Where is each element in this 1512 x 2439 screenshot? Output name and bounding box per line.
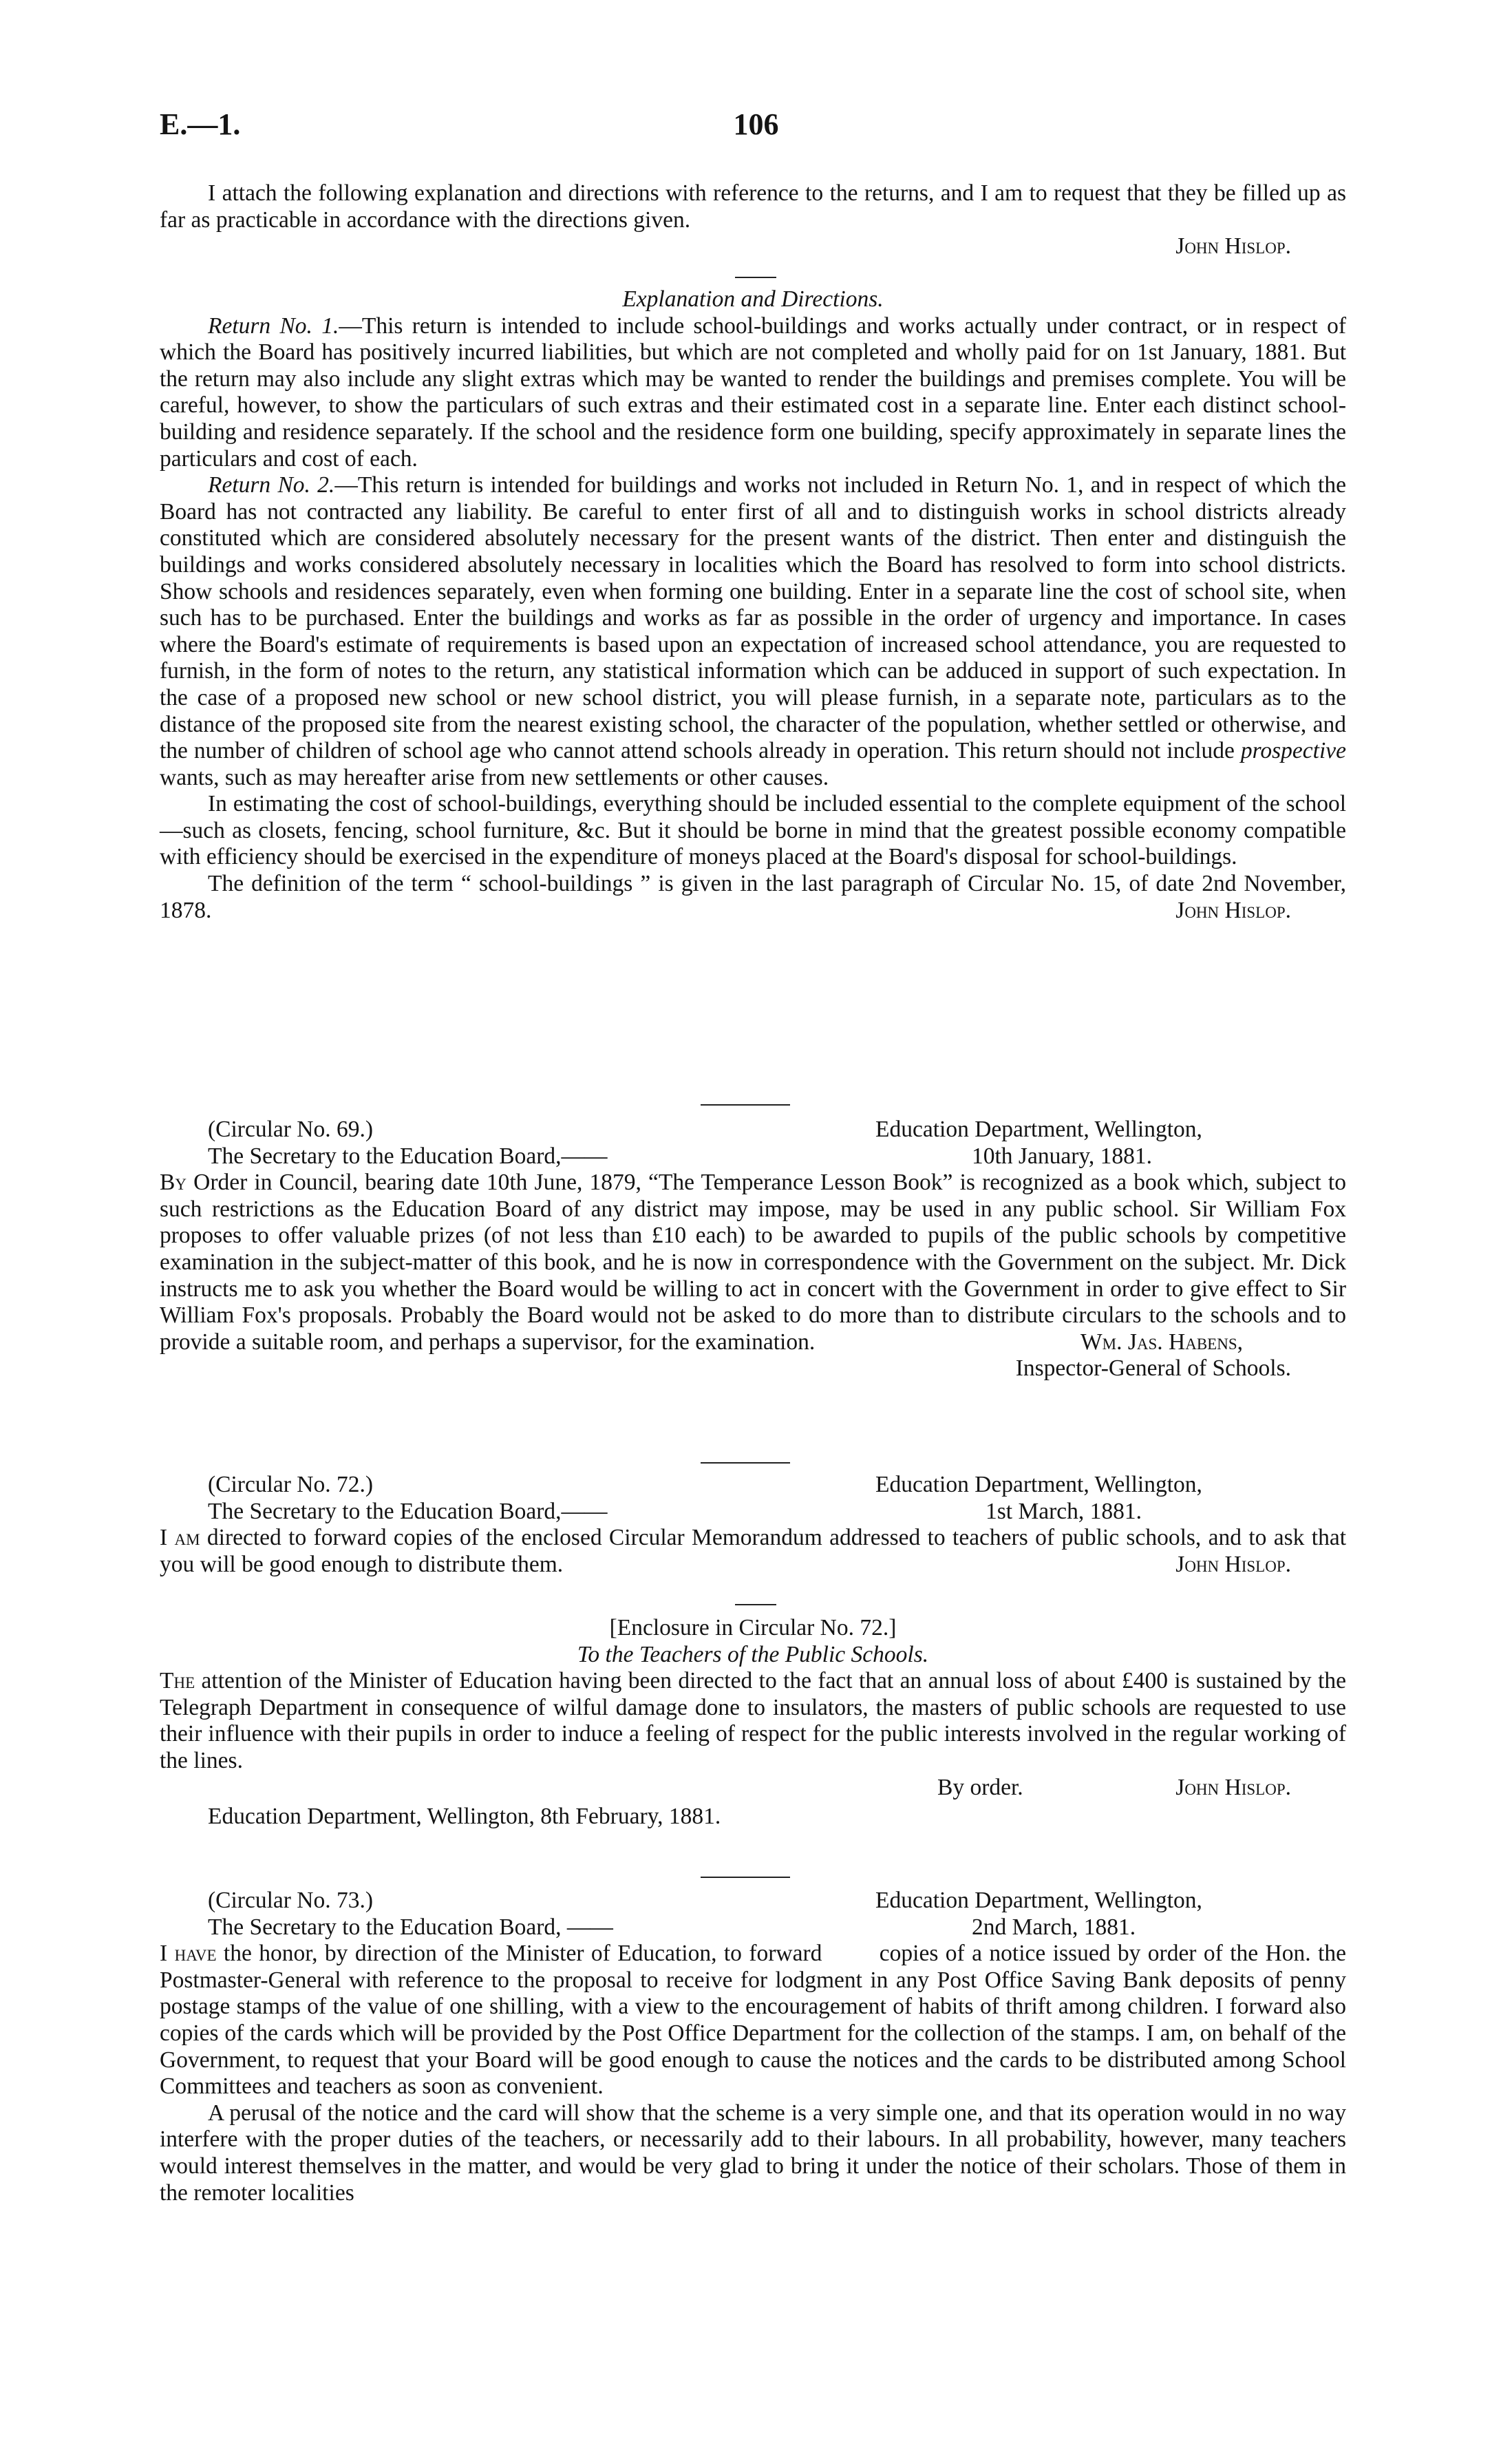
explanation-title: Explanation and Directions. bbox=[622, 286, 884, 312]
circular-69-signature-name: Wm. Jas. Habens, bbox=[1080, 1329, 1243, 1355]
circular-73-header-row-1 bbox=[160, 1888, 1346, 1914]
circular-72-text: directed to forward copies of the enclosed Circular Memorandum addressed to teachers of public schools, and to ask that you will be good enough to distribute them. bbox=[160, 1525, 1346, 1577]
return2-paragraph bbox=[160, 472, 1346, 791]
circular-69-lead: By bbox=[160, 1170, 187, 1196]
circular-72-number: (Circular No. 72.) bbox=[208, 1472, 374, 1497]
return2-text-a: —This return is intended for buildings and works not included in Return No. 1, and in respect of which the Board has not contracted any liability. Be careful to enter first of all and to distinguish works in school districts already constituted which are considered absolutely necessary for the present wants of the district. Then enter and distinguish the buildings and works considered absolutely necessary in localities which the Board has resolved to form into school districts. Show schools and residences separately, even when forming one building. Enter in a separate line the cost of school site, when such has to be purchased. Enter the buildings and works as far as possible in the order of urgency and importance. In cases where the Board's estimate of requirements is based upon an expectation of increased school attendance, you are requested to furnish, in the form of notes to the return, any statistical information which can be adduced in support of such expectation. In the case of a proposed new school or new school district, you will please furnish, in a separate note, particulars as to the distance of the proposed site from the nearest existing school, the character of the population, whether settled or otherwise, and the number of children of school age who cannot attend schools already in operation. This return should not include bbox=[160, 472, 1346, 764]
circular-72-signature: John Hislop. bbox=[1175, 1551, 1291, 1577]
circular-72-dept: Education Department, Wellington, bbox=[875, 1472, 1202, 1497]
circular-73-dept: Education Department, Wellington, bbox=[875, 1888, 1202, 1913]
circular-72-date: 1st March, 1881. bbox=[986, 1498, 1142, 1524]
circular-73 bbox=[160, 1888, 1392, 2206]
divider bbox=[735, 277, 776, 278]
explanation-section bbox=[160, 286, 1346, 924]
page-number: 106 bbox=[733, 107, 779, 141]
intro-signature: John Hislop. bbox=[1175, 233, 1291, 260]
circular-69-header-row-2 bbox=[160, 1143, 1346, 1170]
enclosure-section bbox=[160, 1615, 1346, 1830]
circular-69-header-row-1 bbox=[160, 1117, 1346, 1143]
circular-69-date: 10th January, 1881. bbox=[972, 1143, 1153, 1169]
circular-73-recipient: The Secretary to the Education Board, —— bbox=[208, 1914, 613, 1940]
circular-69-signature-title: Inspector-General of Schools. bbox=[1015, 1355, 1291, 1382]
enclosure-by-order: By order. bbox=[937, 1774, 1023, 1800]
circular-72-header-row-1 bbox=[160, 1472, 1346, 1499]
circular-69-number: (Circular No. 69.) bbox=[208, 1117, 374, 1142]
definition-paragraph: The definition of the term “ school-buildings ” is given in the last paragraph of Circular No. 15, of date 2nd November, 1878. bbox=[160, 871, 1346, 923]
enclosure-lead: The bbox=[160, 1668, 195, 1694]
return1-text: —This return is intended to include school-buildings and works actually under contract, or in respect of which the Board has positively incurred liabilities, but which are not completed and wholly paid for on 1st January, 1881. But the return may also include any slight extras which may be wanted to render the buildings and premises complete. You will be careful, however, to show the particulars of such extras and their estimated cost in a separate line. Enter each distinct school-building and residence separately. If the school and the residence form one building, specify approximately in separate lines the particulars and cost of each. bbox=[160, 313, 1346, 472]
intro-paragraph: I attach the following explanation and directions with reference to the returns, and I am to request that they be filled up as far as practicable in accordance with the directions given. bbox=[160, 180, 1346, 233]
enclosure-signature-row bbox=[160, 1775, 1346, 1802]
circular-73-lead: I have bbox=[160, 1941, 217, 1967]
divider bbox=[701, 1462, 790, 1464]
circular-69-dept: Education Department, Wellington, bbox=[875, 1117, 1202, 1142]
explanation-signature: John Hislop. bbox=[1175, 897, 1291, 923]
circular-73-header-row-2 bbox=[160, 1914, 1346, 1941]
enclosure-subtitle: To the Teachers of the Public Schools. bbox=[577, 1641, 929, 1667]
enclosure-body bbox=[160, 1668, 1346, 1774]
circular-73-text: the honor, by direction of the Minister of Education, to forward copies of a notice issued by order of the Hon. the Postmaster-General with reference to the proposal to receive for lodgment in any Post Office Saving Bank deposits of penny postage stamps of the value of one shilling, with a view to the encouragement of habits of thrift among children. I forward also copies of the cards which will be provided by the Post Office Department for the collection of the stamps. I am, on behalf of the Government, to request that your Board will be good enough to cause the notices and the cards to be distributed among School Committees and teachers as soon as convenient. bbox=[160, 1941, 1392, 2100]
enclosure-signature: John Hislop. bbox=[1175, 1774, 1291, 1800]
divider bbox=[735, 1604, 776, 1605]
return1-label: Return No. 1. bbox=[208, 313, 339, 339]
circular-72 bbox=[160, 1472, 1346, 1578]
circular-69-recipient: The Secretary to the Education Board,—— bbox=[208, 1143, 608, 1169]
circular-72-header-row-2 bbox=[160, 1499, 1346, 1525]
return2-emphasis: prospective bbox=[1240, 738, 1346, 764]
return1-paragraph bbox=[160, 313, 1346, 473]
estimating-paragraph: In estimating the cost of school-buildings, everything should be included essential to the complete equipment of the school—such as closets, fencing, school furniture, &c. But it should be borne in mind that the greatest possible economy compatible with efficiency should be exercised in the expenditure of moneys placed at the Board's disposal for school-buildings. bbox=[160, 791, 1346, 870]
divider bbox=[701, 1877, 790, 1878]
return2-label: Return No. 2. bbox=[208, 472, 335, 498]
circular-69 bbox=[160, 1117, 1346, 1382]
enclosure-title: [Enclosure in Circular No. 72.] bbox=[609, 1615, 897, 1640]
intro-section bbox=[160, 180, 1346, 260]
document-reference: E.—1. bbox=[160, 107, 241, 141]
circular-73-date: 2nd March, 1881. bbox=[972, 1914, 1136, 1940]
circular-69-text: Order in Council, bearing date 10th June, 1879, “The Temperance Lesson Book” is recognized as a book which, subject to such restrictions as the Education Board of any district may impose, may be used in any public school. Sir William Fox proposes to offer valuable prizes (of not less than £10 each) to be awarded to pupils of the public schools by competitive examination in the subject-matter of this book, and he is now in correspondence with the Government on the subject. Mr. Dick instructs me to ask you whether the Board would be willing to act in concert with the Government in order to give effect to Sir William Fox's proposals. Probably the Board would not be asked to do more than to distribute circulars to the schools and to provide a suitable room, and perhaps a supervisor, for the examination. bbox=[160, 1170, 1346, 1355]
circular-72-lead: I am bbox=[160, 1525, 200, 1551]
return2-text-b: wants, such as may hereafter arise from new settlements or other causes. bbox=[160, 764, 829, 790]
enclosure-dateline-row bbox=[160, 1804, 1346, 1830]
circular-73-number: (Circular No. 73.) bbox=[208, 1888, 374, 1913]
enclosure-text: attention of the Minister of Education having been directed to the fact that an annual loss of about £400 is sustained by the Telegraph Department in consequence of wilful damage done to insulators, the masters of public schools are requested to use their influence with their pupils in order to induce a feeling of respect for the public interests involved in the regular working of the lines. bbox=[160, 1668, 1346, 1773]
circular-72-recipient: The Secretary to the Education Board,—— bbox=[208, 1498, 608, 1524]
circular-73-perusal: A perusal of the notice and the card will show that the scheme is a very simple one, and that its operation would in no way interfere with the proper duties of the teachers, or necessarily add to their labours. In all probability, however, many teachers would interest themselves in the matter, and would be very glad to bring it under the notice of their scholars. Those of them in the remoter localities bbox=[160, 2100, 1346, 2206]
circular-69-body bbox=[160, 1170, 1346, 1355]
circular-73-body bbox=[160, 1941, 1392, 2100]
divider bbox=[701, 1104, 790, 1106]
enclosure-dateline: Education Department, Wellington, 8th February, 1881. bbox=[208, 1804, 721, 1830]
